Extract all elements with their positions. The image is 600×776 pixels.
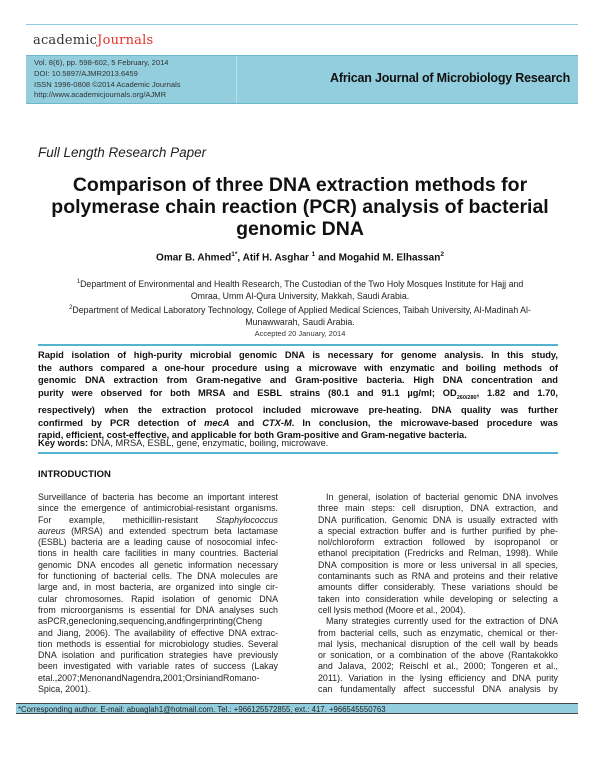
citation-meta	[34, 58, 181, 101]
text-line: from bacterial cells, such as enzymatic, chemical or ther-	[318, 627, 558, 638]
affiliations	[30, 276, 570, 329]
text-line: can fundamentally affect successful DNA analysis by	[318, 684, 558, 695]
section-heading: INTRODUCTION	[38, 469, 111, 480]
text-segment: , 1.82 and 1.70,	[476, 387, 558, 398]
corresponding-author-note: *Corresponding author. E-mail: abuaglah1@hotmail.com. Tel.: +966125572855, ext.: 417. +966545550763	[16, 703, 578, 714]
text-line: genomic DNA encodes all genetic information necessary	[38, 559, 278, 570]
text-line: the authors compared a one-hour procedure using a microwave with enzymatic and boiling methods of	[38, 362, 558, 373]
journal-url[interactable]: http://www.academicjournals.org/AJMR	[34, 90, 167, 100]
text-line: genomic DNA extraction from Gram-negative and Gram-positive bacteria. High DNA concentration and	[38, 375, 558, 386]
abstract-bottom-rule	[38, 452, 558, 454]
text-line: since the emergence of antimicrobial-resistant organisms.	[38, 503, 278, 514]
right-column	[318, 492, 558, 695]
text-line: taken into consideration while developing or selecting a	[318, 593, 558, 604]
title-line: Comparison of three DNA extraction methods for	[72, 174, 528, 196]
text-line: nol/chloroform extraction followed by isopropanol or	[318, 537, 558, 548]
logo-text-accent: Journals	[97, 33, 154, 48]
author-affil-mark: 1*	[231, 251, 238, 258]
text-line: DNA purification. Genomic DNA is usually extracted with	[318, 514, 558, 525]
text-line: asPCR,genecloning,sequencing,andfingerprinting(Cheng	[38, 616, 262, 627]
affil-line: Munawwarah, Saudi Arabia.	[245, 317, 355, 328]
author-name: and Mogahid M. Elhassan	[315, 252, 441, 264]
affil-line: Department of Environmental and Health Research, The Custodian of the Two Holy Mosques Institute for Hajj and	[80, 278, 524, 289]
text-line	[38, 387, 558, 404]
header-rule	[26, 24, 578, 25]
issn: ISSN 1996-0808 ©2014 Academic Journals	[34, 79, 181, 89]
text-line: DNA isolation and purification strategies have previously	[38, 650, 278, 661]
author-list	[40, 251, 560, 263]
abstract-top-rule	[38, 344, 558, 346]
text-line: been investigated with variable rates of success (Lakay	[38, 661, 278, 672]
text-line	[38, 515, 278, 526]
abstract	[38, 349, 558, 442]
journal-info-box	[26, 55, 578, 104]
accepted-date: Accepted 20 January, 2014	[254, 329, 346, 338]
text-line: for functioning of bacterial cells. The DNA molecules are	[38, 571, 278, 582]
text-segment: . In conclusion, the microwave-based procedure was	[291, 417, 558, 428]
text-line: Surveillance of bacteria has become an important interest	[38, 492, 278, 502]
title-line: polymerase chain reaction (PCR) analysis of bacterial	[51, 196, 549, 218]
left-column	[38, 492, 278, 695]
affiliation-2	[30, 302, 570, 316]
text-line	[38, 417, 558, 430]
text-line: respectively) when the extraction protocol included microwave pre-heating. DNA quality was further	[38, 405, 558, 416]
article-type: Full Length Research Paper	[38, 145, 207, 160]
text-line: DNA composition is more or less universal in all species,	[318, 559, 558, 570]
logo-text: academic	[33, 33, 98, 48]
author-name: , Atif H. Asghar	[237, 252, 312, 264]
text-line: three main steps: cell disruption, DNA extraction, and	[318, 503, 558, 514]
text-segment: purity were observed for both MRSA and ESBL strains (80.1 and 91.1 µg/ml; OD	[38, 387, 457, 398]
text-segment: mecA	[204, 417, 230, 428]
text-segment: aureus	[38, 525, 66, 536]
keywords-list: DNA, MRSA, ESBL, gene, enzymatic, boiling, microwave.	[88, 438, 329, 448]
text-line: Many strategies currently used for the extraction of DNA	[326, 616, 558, 627]
text-line: amounts differ considerably. These variations should be	[318, 582, 558, 593]
author-affil-mark: 2	[440, 251, 444, 258]
doi: DOI: 10.5897/AJMR2013.6459	[34, 68, 138, 78]
text-line: cell lysis method (Moore et al., 2004).	[318, 604, 466, 615]
text-line: and Jalava, 2002; Reischl et al., 2000; Tongeren et al.,	[318, 661, 558, 672]
text-line: tion methods is essential for microbiology studies. Several	[38, 638, 278, 649]
text-segment: (MRSA) and extended spectrum beta lactamase	[65, 525, 278, 536]
text-segment: For example, methicillin-resistant	[38, 514, 216, 525]
affil-mark: 2	[69, 305, 73, 312]
publisher-logo	[33, 33, 153, 48]
text-line: contaminants such as RNA and proteins and their relative	[318, 571, 558, 582]
text-segment: 260/280	[456, 394, 477, 401]
text-line: or sonication, or a combination of the above (Rantakokko	[318, 650, 558, 661]
author-name: Omar B. Ahmed	[156, 252, 232, 264]
affil-line: Omraa, Umm Al-Qura University, Makkah, Saudi Arabia.	[190, 291, 410, 302]
text-line: cular chromosomes. Rapid isolation of genomic DNA	[38, 593, 278, 604]
text-line: from microorganisms is essential for DNA analyses such	[38, 604, 278, 615]
text-line: Rapid isolation of high-purity microbial genomic DNA is necessary for genome analysis. In this study,	[38, 350, 558, 360]
text-line: tions in health care facilities in many countries. Bacterial	[38, 548, 278, 559]
journal-name: African Journal of Microbiology Research	[330, 71, 570, 85]
author-affil-mark: 1	[311, 251, 316, 258]
text-segment: Staphylococcus	[215, 514, 278, 525]
text-line: (ESBL) bacteria are a leading cause of nosocomial infec-	[38, 537, 278, 548]
article-title	[40, 174, 560, 240]
text-line: rapid, efficient, cost-effective, and applicable for both Gram-positive and Gram-negative bacteria.	[38, 430, 467, 441]
volume-info: Vol. 8(6), pp. 598-602, 5 February, 2014	[34, 58, 169, 67]
text-line: mal lysis, mechanical disruption of the cell wall by beads	[318, 638, 558, 649]
box-divider	[236, 56, 237, 103]
text-line	[38, 526, 278, 537]
text-line: Spica, 2001).	[38, 684, 91, 695]
text-line: In general, isolation of bacterial genomic DNA involves	[326, 492, 558, 502]
text-segment: and	[229, 417, 263, 428]
text-line: and Jiang, 2006). The availability of effective DNA extrac-	[38, 627, 278, 638]
text-segment: confirmed by PCR detection of	[38, 417, 205, 428]
keywords-label: Key words:	[38, 438, 89, 448]
keywords	[38, 438, 558, 448]
title-line: genomic DNA	[236, 218, 364, 240]
text-line: etal.,2007;MenonandNagendra,2001;OrsiniandRomano-	[38, 672, 260, 683]
text-segment: CTX-M	[262, 417, 292, 428]
affiliation-1	[30, 276, 570, 290]
text-line: ethanol precipitation (Fredricks and Relman, 1998). While	[318, 548, 558, 559]
text-line: a special extraction buffer and is further purified by phe-	[318, 525, 558, 536]
affil-line: Department of Medical Laboratory Technology, College of Applied Medical Sciences, Taibah University, Al-Madinah Al-	[72, 305, 531, 316]
text-line: 2011). Variation in the lysing efficiency and DNA purity	[318, 672, 558, 683]
text-line: large and, in most bacteria, are organized into single cir-	[38, 582, 278, 593]
affil-mark: 1	[76, 279, 81, 285]
